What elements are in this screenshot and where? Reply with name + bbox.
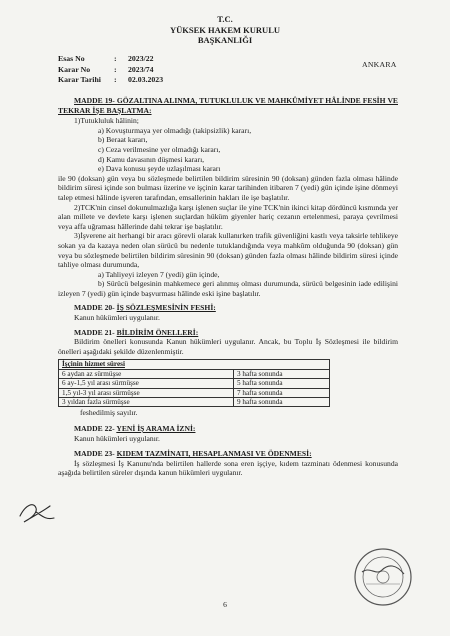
header-office: BAŞKANLIĞI — [197, 35, 253, 45]
table-row — [59, 379, 330, 388]
header-institution: YÜKSEK HAKEM KURULU — [169, 25, 281, 35]
list-item: b) Beraat kararı, — [98, 135, 148, 145]
list-item: e) Dava konusu şeyde uzlaşılması kararı — [98, 164, 221, 174]
notice-period-table — [58, 359, 330, 407]
table-row — [59, 388, 330, 397]
article-number: MADDE 23- — [74, 449, 115, 459]
table-cell: 1,5 yıl-3 yıl arası sürmüşse — [59, 388, 234, 397]
table-cell: 3 yıldan fazla sürmüşse — [59, 398, 234, 407]
article-heading: BİLDİRİM ÖNELLERİ: — [116, 327, 199, 337]
city-label: ANKARA — [362, 60, 397, 69]
article-19-paragraph-2: 2)TCK'nin cinsel dokunulmazlığa karşı işlenen suçlar ile yine TCK'nin ikinci kitap dördüncü kısmında yer alan millete ve devlete karşı işlenen suçlardan hüküm giyenler hariç cezanın ertelenmesi, paraya çevrilmesi veya affa uğraması hâllerinde dahi tekrar işe başlatılır. — [58, 202, 398, 231]
meta-key: Karar No — [58, 64, 91, 74]
article-number: MADDE 20- — [74, 303, 115, 313]
article-20-title — [58, 303, 398, 313]
page-number: 6 — [223, 600, 227, 609]
meta-key: Karar Tarihi — [58, 75, 101, 84]
article-heading: KIDEM TAZMİNATI, HESAPLANMASI VE ÖDENMESİ: — [116, 449, 312, 459]
header-tc: T.C. — [217, 14, 233, 24]
list-item: a) Kovuşturmaya yer olmadığı (takipsizlik) kararı, — [98, 125, 252, 135]
article-19-title: MADDE 19- GÖZALTINA ALINMA, TUTUKLULUK VE MAHKÛMİYET HÂLİNDE FESİH VE TEKRAR İŞE BAŞLATMA: — [58, 96, 398, 115]
table-footnote: feshedilmiş sayılır. — [80, 408, 138, 418]
article-22-title — [58, 424, 398, 434]
article-19-paragraph-3: 3)İşverene ait herhangi bir aracı görevli olarak kullanırken trafik güvenliğini kastlı veya taksirle tehlikeye sokan ya da kazaya neden olan sürücü bu nedenle tutuklandığında veya mahkûm olduğunda 90 (doksan) gün veya bu sözleşmede belirtilen bildirim süresinin 90 (doksan) günden fazla olması hâlinde bildirim süresi içinde tahliye olması durumunda, — [58, 231, 398, 270]
case-meta — [58, 54, 163, 86]
article-22-text: Kanun hükümleri uygulanır. — [74, 433, 160, 443]
meta-value: 2023/74 — [128, 64, 154, 74]
article-19-intro: 1)Tutukluluk hâlinin; — [74, 116, 139, 126]
meta-key: Esas No — [58, 54, 85, 63]
article-19-paragraph-1: ile 90 (doksan) gün veya bu sözleşmede belirtilen bildirim süresinin 90 (doksan) günden fazla olması hâlinde bildirim süresi içinde son bulması üzerine ve işçinin karar tarihinden itibaren 7 (yedi) gün içinde işine dönmeyi talep etmesi hâlinde işveren tarafından, emsallerinin hakları ile işe başlatılır. — [58, 173, 398, 202]
article-heading: İŞ SÖZLEŞMESİNİN FESHİ: — [116, 303, 216, 313]
table-cell: 3 hafta sonunda — [234, 369, 330, 378]
article-21-text: Bildirim önelleri konusunda Kanun hükümleri uygulanır. Ancak, bu Toplu İş Sözleşmesi ile bildirim önelleri aşağıdaki şekilde düzenlenmiştir. — [58, 337, 398, 356]
list-item: a) Tahliyeyi izleyen 7 (yedi) gün içinde, — [98, 269, 220, 279]
official-seal-icon — [352, 546, 414, 608]
article-21-title — [58, 328, 398, 338]
table-header-row — [59, 360, 330, 369]
article-number: MADDE 22- — [74, 424, 115, 434]
article-23-text: İş sözleşmesi İş Kanunu'nda belirtilen hallerde sona eren işçiye, kıdem tazminatı ödenmesi konusunda aşağıda belirtilen süreler dışında kanun hükümleri uygulanır. — [58, 458, 398, 478]
table-header: İşçinin hizmet süresi — [59, 360, 330, 369]
table-row — [59, 398, 330, 407]
list-item: d) Kamu davasının düşmesi kararı, — [98, 154, 205, 164]
meta-row-esas: Esas No : 2023/22 — [58, 54, 154, 63]
table-cell: 6 aydan az sürmüşse — [59, 369, 234, 378]
article-23-title — [58, 449, 398, 459]
signature-mark — [16, 498, 58, 528]
article-number: MADDE 21- — [74, 327, 115, 337]
table-cell: 7 hafta sonunda — [234, 388, 330, 397]
table-cell: 6 ay-1,5 yıl arası sürmüşse — [59, 379, 234, 388]
list-item: b) Sürücü belgesinin mahkemece geri alınmış olması durumunda, sürücü belgesinin iade edilişini izleyen 7 (yedi) gün içinde başvurması hâlinde eski işine başlatılır. — [58, 279, 398, 298]
document-body — [58, 96, 398, 478]
article-20-text: Kanun hükümleri uygulanır. — [74, 313, 160, 323]
table-cell: 5 hafta sonunda — [234, 379, 330, 388]
meta-value: 02.03.2023 — [128, 75, 164, 84]
table-row — [59, 369, 330, 378]
meta-row-date: Karar Tarihi : 02.03.2023 — [58, 75, 164, 84]
meta-value: 2023/22 — [128, 54, 154, 63]
list-item: c) Ceza verilmesine yer olmadığı kararı, — [98, 144, 221, 154]
article-heading: YENİ İŞ ARAMA İZNİ: — [116, 424, 196, 434]
table-cell: 9 hafta sonunda — [234, 398, 330, 407]
meta-row-karar: Karar No : 2023/74 — [58, 64, 154, 74]
